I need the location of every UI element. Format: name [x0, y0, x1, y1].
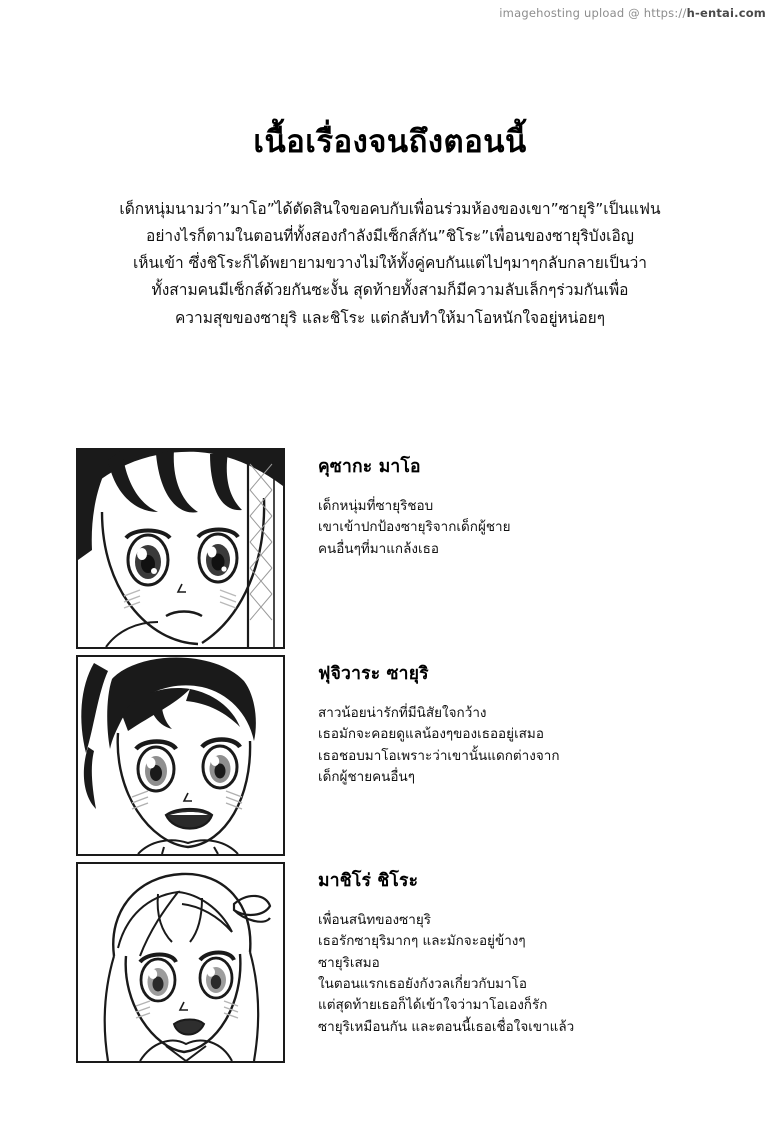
description-line: เธอมักจะคอยดูแลน้องๆของเธออยู่เสมอ [318, 726, 544, 743]
description-line: เด็กหนุ่มที่ซายุริชอบ [318, 498, 434, 514]
portrait-shiro [76, 862, 285, 1063]
description-line: แต่สุดท้ายเธอก็ได้เข้าใจว่ามาโอเองก็รัก [318, 997, 548, 1014]
synopsis-line: ทั้งสามคนมีเซ็กส์ด้วยกันซะงั้น สุดท้ายทั้งสามก็มีความลับเล็กๆร่วมกันเพื่อ [151, 281, 629, 300]
description-line: คนอื่นๆที่มาแกล้งเธอ [318, 540, 439, 557]
description-line: ซายุริเสมอ [318, 954, 380, 971]
portrait-mao [76, 448, 285, 649]
synopsis-line: อย่างไรก็ตามในตอนที่ทั้งสองกำลังมีเซ็กส์กัน”ชิโระ”เพื่อนของซายุริบังเอิญ [146, 227, 634, 246]
portrait-sayuri [76, 655, 285, 856]
character-list [0, 448, 780, 1069]
character-info [318, 866, 748, 1038]
character-description [318, 910, 748, 1038]
watermark [499, 6, 766, 20]
character-info [318, 659, 748, 788]
description-line: ซายุริเหมือนกัน และตอนนี้เธอเชื่อใจเขาแล้ว [318, 1018, 575, 1035]
description-line: เธอชอบมาโอเพราะว่าเขานั้นแดกต่างจาก [318, 747, 560, 764]
description-line: เพื่อนสนิทของซายุริ [318, 912, 432, 928]
synopsis-line: เด็กหนุ่มนามว่า”มาโอ”ได้ตัดสินใจขอคบกับเพื่อนร่วมห้องของเขา”ซายุริ”เป็นแฟน [119, 200, 661, 218]
character-name: มาชิโร่ ชิโระ [318, 871, 419, 891]
character-description [318, 496, 748, 560]
character-name: ฟุจิวาระ ซายุริ [318, 664, 429, 684]
watermark-prefix: imagehosting upload @ https:// [499, 6, 687, 20]
character-info [318, 452, 748, 560]
character-name: คุซากะ มาโอ [318, 457, 421, 477]
character-description [318, 703, 748, 788]
character-entry [0, 655, 780, 858]
watermark-host: h-entai.com [686, 6, 766, 20]
synopsis-line: เห็นเข้า ซึ่งชิโระก็ได้พยายามขวางไม่ให้ทั้งคู่คบกันแต่ไปๆมาๆกลับกลายเป็นว่า [133, 254, 647, 273]
description-line: สาวน้อยน่ารักที่มีนิสัยใจกว้าง [318, 705, 487, 721]
character-entry [0, 862, 780, 1065]
page-title: เนื้อเรื่องจนถึงตอนนี้ [253, 124, 527, 160]
synopsis-text [90, 196, 690, 332]
description-line: เขาเข้าปกป้องซายุริจากเด็กผู้ชาย [318, 519, 511, 536]
page-canvas [0, 28, 780, 1134]
description-line: เธอรักซายุริมากๆ และมักจะอยู่ข้างๆ [318, 933, 526, 950]
description-line: ในตอนแรกเธอยังกังวลเกี่ยวกับมาโอ [318, 975, 527, 992]
synopsis-line: ความสุขของซายุริ และชิโระ แต่กลับทำให้มาโอหนักใจอยู่หน่อยๆ [174, 308, 606, 327]
description-line: เด็กผู้ชายคนอื่นๆ [318, 768, 415, 785]
character-entry [0, 448, 780, 651]
